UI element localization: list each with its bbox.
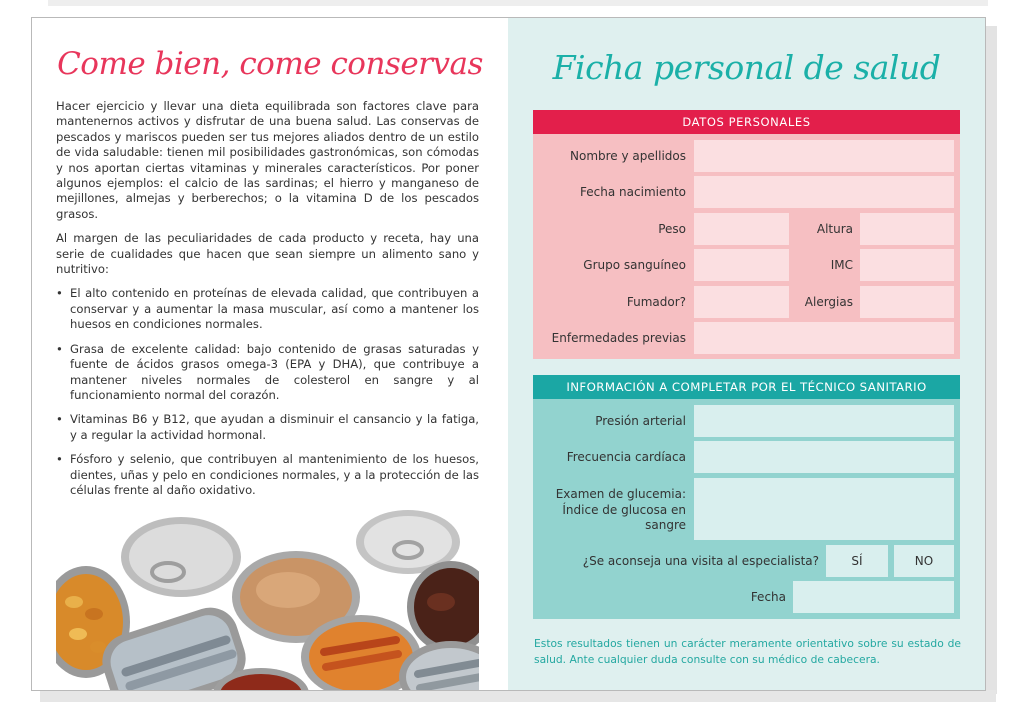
date-field[interactable] bbox=[793, 581, 954, 613]
bmi-field[interactable] bbox=[860, 249, 954, 281]
technician-section bbox=[533, 375, 960, 619]
benefits-list bbox=[56, 286, 479, 498]
left-page bbox=[32, 18, 508, 690]
date-label: Fecha bbox=[750, 590, 786, 604]
benefit-protein: • El alto contenido en proteínas de elevada calidad, que contribuyen a conservar y a aumentar la masa muscular, así como a mantener los huesos en condiciones normales. bbox=[56, 286, 479, 332]
glucose-label bbox=[533, 487, 686, 534]
canned-fish-photo bbox=[56, 502, 479, 690]
height-field[interactable] bbox=[860, 213, 954, 245]
left-page-title: Come bien, come conservas bbox=[57, 46, 483, 82]
bmi-label: IMC bbox=[830, 258, 853, 272]
specialist-question: ¿Se aconseja una visita al especialista? bbox=[582, 554, 819, 568]
name-label: Nombre y apellidos bbox=[570, 149, 686, 163]
disclaimer-note: Estos resultados tienen un carácter meramente orientativo sobre su estado de salud. Ante cualquier duda consulte con su médico de cabecera. bbox=[534, 637, 961, 666]
heart-rate-field[interactable] bbox=[694, 441, 954, 473]
specialist-no-option[interactable]: NO bbox=[894, 545, 954, 577]
smoker-field[interactable] bbox=[694, 286, 789, 318]
previous-diseases-label: Enfermedades previas bbox=[551, 331, 686, 345]
name-field[interactable] bbox=[694, 140, 954, 172]
technician-header: INFORMACIÓN A COMPLETAR POR EL TÉCNICO SANITARIO bbox=[533, 375, 960, 399]
blood-group-label: Grupo sanguíneo bbox=[583, 258, 686, 272]
page-shadow-bottom bbox=[40, 690, 996, 702]
personal-data-header: DATOS PERSONALES bbox=[533, 110, 960, 134]
weight-field[interactable] bbox=[694, 213, 789, 245]
birth-date-field[interactable] bbox=[694, 176, 954, 208]
specialist-yes-option[interactable]: SÍ bbox=[826, 545, 888, 577]
page-shadow-right bbox=[985, 26, 997, 694]
brochure-spread bbox=[31, 17, 986, 691]
weight-label: Peso bbox=[658, 222, 686, 236]
glucose-field[interactable] bbox=[694, 478, 954, 540]
glucose-label-line1: Examen de glucemia: bbox=[555, 487, 686, 501]
qualities-paragraph: Al margen de las peculiaridades de cada producto y receta, hay una serie de cualidades que hacen que sean siempre un alimento sano y nutritivo: bbox=[56, 231, 479, 277]
personal-data-section bbox=[533, 110, 960, 359]
blood-group-field[interactable] bbox=[694, 249, 789, 281]
benefit-minerals: • Fósforo y selenio, que contribuyen al mantenimiento de los huesos, dientes, uñas y pelo en condiciones normales, y a la protección de las células frente al daño oxidativo. bbox=[56, 452, 479, 498]
blood-pressure-field[interactable] bbox=[694, 405, 954, 437]
benefit-vitamins: • Vitaminas B6 y B12, que ayudan a disminuir el cansancio y la fatiga, y a regular la actividad hormonal. bbox=[56, 412, 479, 443]
allergies-field[interactable] bbox=[860, 286, 954, 318]
intro-paragraph: Hacer ejercicio y llevar una dieta equilibrada son factores clave para mantenernos activos y disfrutar de una buena salud. Las conservas de pescados y mariscos pueden ser tus mejores aliados dentro de un estilo de vida saludable: tienen mil posibilidades gastronómicas, son cómodas y nos aportan ciertas vitaminas y minerales característicos. Por poner algunos ejemplos: el calcio de las sardinas; el hierro y manganeso de mejillones, almejas y berberechos; o la vitamina D de los pescados grasos. bbox=[56, 99, 479, 221]
heart-rate-label: Frecuencia cardíaca bbox=[566, 450, 686, 464]
right-page-title: Ficha personal de salud bbox=[552, 48, 941, 87]
smoker-label: Fumador? bbox=[626, 295, 686, 309]
benefit-fat: • Grasa de excelente calidad: bajo contenido de grasas saturadas y fuente de ácidos grasos omega-3 (EPA y DHA), que contribuye a mantener niveles normales de colesterol en sangre y al funcionamiento normal del corazón. bbox=[56, 342, 479, 404]
height-label: Altura bbox=[816, 222, 853, 236]
previous-page-edge bbox=[48, 0, 988, 6]
previous-diseases-field[interactable] bbox=[694, 322, 954, 354]
right-page bbox=[508, 18, 985, 690]
birth-date-label: Fecha nacimiento bbox=[580, 185, 686, 199]
blood-pressure-label: Presión arterial bbox=[595, 414, 686, 428]
article-body bbox=[56, 99, 479, 507]
glucose-label-line3: sangre bbox=[645, 518, 686, 532]
glucose-label-line2: Índice de glucosa en bbox=[562, 502, 686, 517]
allergies-label: Alergias bbox=[804, 295, 853, 309]
closed-tin-left bbox=[121, 517, 241, 597]
